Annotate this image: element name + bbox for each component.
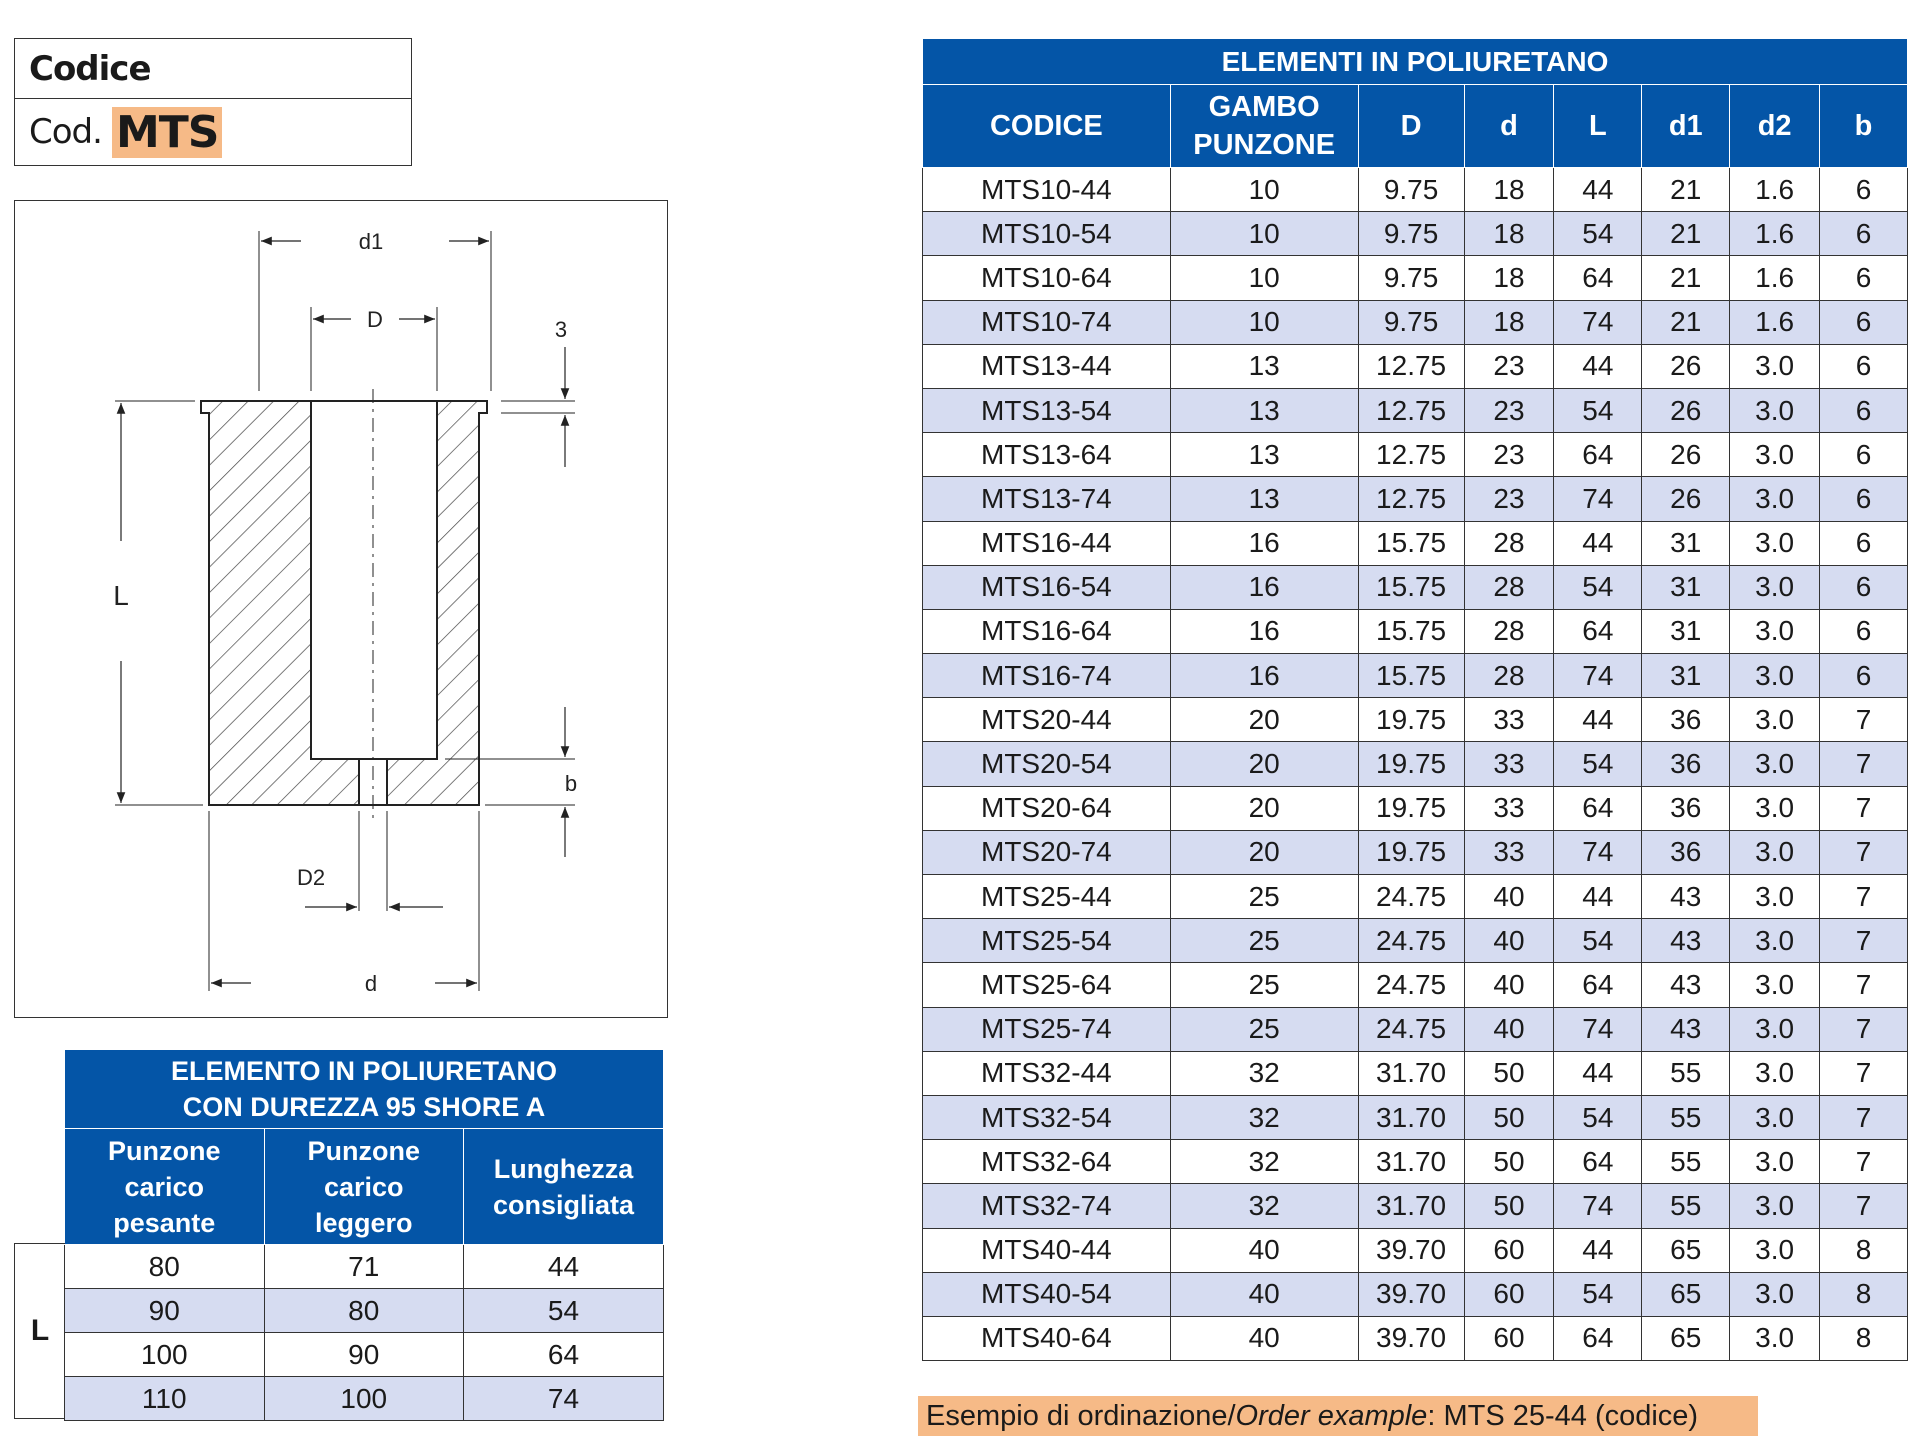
table-cell: 9.75 [1358, 256, 1464, 300]
table-cell: 9.75 [1358, 212, 1464, 256]
table-cell: 65 [1642, 1228, 1730, 1272]
table-cell: 64 [1554, 786, 1642, 830]
table-cell: 39.70 [1358, 1228, 1464, 1272]
table-cell: 40 [1464, 875, 1554, 919]
table-cell: 40 [1464, 919, 1554, 963]
table-cell: 64 [1554, 1140, 1642, 1184]
header-code: CODICE [923, 85, 1171, 168]
table-cell: 16 [1170, 609, 1358, 653]
table-cell: MTS13-54 [923, 388, 1171, 432]
table-cell: 28 [1464, 609, 1554, 653]
table-cell: 26 [1642, 477, 1730, 521]
table-row [923, 609, 1908, 653]
header-recommended-length: Lunghezza consigliata [464, 1129, 664, 1245]
table-cell: 18 [1464, 256, 1554, 300]
table-cell: 16 [1170, 521, 1358, 565]
table-cell: 21 [1642, 300, 1730, 344]
header-d2: d2 [1730, 85, 1820, 168]
table-cell: 7 [1820, 786, 1908, 830]
table-cell: 33 [1464, 830, 1554, 874]
table-cell: 6 [1820, 388, 1908, 432]
table-cell: 36 [1642, 786, 1730, 830]
table-cell: 25 [1170, 875, 1358, 919]
order-example: Esempio di ordinazione/Order example: MTS 25-44 (codice) [918, 1396, 1758, 1436]
table-cell: 36 [1642, 830, 1730, 874]
table-cell: 43 [1642, 919, 1730, 963]
table-cell: 55 [1642, 1051, 1730, 1095]
header-L: L [1554, 85, 1642, 168]
table-cell: MTS25-74 [923, 1007, 1171, 1051]
code-prefix: Cod. [29, 112, 102, 152]
header-b: b [1820, 85, 1908, 168]
table-row: 100 90 64 [65, 1333, 664, 1377]
table-row: 80 71 44 [65, 1245, 664, 1289]
table-cell: 9.75 [1358, 168, 1464, 212]
table-cell: 7 [1820, 875, 1908, 919]
table-cell: 6 [1820, 521, 1908, 565]
table-cell: 1.6 [1730, 168, 1820, 212]
table-cell: 32 [1170, 1095, 1358, 1139]
table-cell: 15.75 [1358, 609, 1464, 653]
table-cell: 25 [1170, 1007, 1358, 1051]
table-cell: 65 [1642, 1272, 1730, 1316]
table-cell: 23 [1464, 388, 1554, 432]
table-cell: 31.70 [1358, 1140, 1464, 1184]
main-table-body [923, 168, 1908, 1361]
header-light-punch: Punzone carico leggero [264, 1129, 464, 1245]
table-cell: 64 [1554, 609, 1642, 653]
table-cell: 44 [1554, 1051, 1642, 1095]
table-cell: 31.70 [1358, 1184, 1464, 1228]
table-cell: 13 [1170, 477, 1358, 521]
table-cell: 7 [1820, 1184, 1908, 1228]
code-box [14, 38, 412, 166]
table-cell: 31 [1642, 609, 1730, 653]
table-row: 110 100 74 [65, 1377, 664, 1421]
table-cell: 9.75 [1358, 300, 1464, 344]
table-cell: 54 [1554, 742, 1642, 786]
table-cell: 74 [1554, 1007, 1642, 1051]
table-row [923, 698, 1908, 742]
table-cell: 21 [1642, 168, 1730, 212]
table-cell: 3.0 [1730, 698, 1820, 742]
table-cell: 3.0 [1730, 1184, 1820, 1228]
table-cell: 10 [1170, 300, 1358, 344]
table-cell: 3.0 [1730, 963, 1820, 1007]
table-cell: 36 [1642, 742, 1730, 786]
table-cell: 25 [1170, 963, 1358, 1007]
table-cell: 10 [1170, 212, 1358, 256]
label-D2: D2 [296, 865, 326, 890]
table-row [923, 919, 1908, 963]
table-cell: 13 [1170, 388, 1358, 432]
table-cell: 43 [1642, 1007, 1730, 1051]
table-cell: MTS16-74 [923, 654, 1171, 698]
table-cell: 44 [1554, 698, 1642, 742]
hardness-table [64, 1049, 664, 1421]
table-cell: MTS10-64 [923, 256, 1171, 300]
table-cell: 31 [1642, 654, 1730, 698]
table-cell: MTS10-44 [923, 168, 1171, 212]
table-cell: 3.0 [1730, 565, 1820, 609]
header-heavy-punch: Punzone carico pesante [65, 1129, 265, 1245]
table-cell: 54 [1554, 1095, 1642, 1139]
table-cell: 15.75 [1358, 654, 1464, 698]
table-cell: 3.0 [1730, 1272, 1820, 1316]
table-cell: MTS40-64 [923, 1316, 1171, 1360]
table-cell: 18 [1464, 168, 1554, 212]
table-cell: 20 [1170, 830, 1358, 874]
table-cell: 33 [1464, 786, 1554, 830]
table-row [923, 212, 1908, 256]
table-cell: MTS32-44 [923, 1051, 1171, 1095]
table-cell: 6 [1820, 565, 1908, 609]
table-cell: MTS13-74 [923, 477, 1171, 521]
table-cell: 16 [1170, 654, 1358, 698]
table-row [923, 830, 1908, 874]
table-cell: MTS10-74 [923, 300, 1171, 344]
table-cell: 3.0 [1730, 830, 1820, 874]
table-cell: 7 [1820, 1140, 1908, 1184]
table-row [923, 875, 1908, 919]
label-L: L [113, 580, 129, 611]
code-value-row [15, 99, 411, 165]
table-cell: 7 [1820, 1051, 1908, 1095]
table-cell: 44 [1554, 521, 1642, 565]
table-cell: 16 [1170, 565, 1358, 609]
table-cell: 8 [1820, 1228, 1908, 1272]
header-punch-shank: GAMBO PUNZONE [1170, 85, 1358, 168]
table-cell: MTS40-44 [923, 1228, 1171, 1272]
table-cell: 20 [1170, 742, 1358, 786]
table-cell: 32 [1170, 1051, 1358, 1095]
table-cell: MTS20-64 [923, 786, 1171, 830]
table-cell: 24.75 [1358, 963, 1464, 1007]
table-cell: 28 [1464, 565, 1554, 609]
table-cell: MTS32-54 [923, 1095, 1171, 1139]
table-cell: 40 [1170, 1228, 1358, 1272]
table-row [923, 1184, 1908, 1228]
table-cell: 24.75 [1358, 919, 1464, 963]
table-cell: 74 [1554, 1184, 1642, 1228]
table-cell: MTS16-44 [923, 521, 1171, 565]
table-cell: 7 [1820, 742, 1908, 786]
table-cell: 25 [1170, 919, 1358, 963]
table-cell: 19.75 [1358, 742, 1464, 786]
header-d: d [1464, 85, 1554, 168]
table-cell: 28 [1464, 654, 1554, 698]
table-cell: 33 [1464, 742, 1554, 786]
table-cell: 3.0 [1730, 433, 1820, 477]
table-cell: 44 [1554, 1228, 1642, 1272]
table-cell: 54 [1554, 1272, 1642, 1316]
label-d: d [364, 971, 378, 996]
table-row [923, 1272, 1908, 1316]
table-cell: 6 [1820, 168, 1908, 212]
table-cell: 20 [1170, 698, 1358, 742]
table-cell: 18 [1464, 300, 1554, 344]
header-d1: d1 [1642, 85, 1730, 168]
table-row [923, 565, 1908, 609]
table-cell: 3.0 [1730, 875, 1820, 919]
table-cell: MTS32-64 [923, 1140, 1171, 1184]
table-cell: 6 [1820, 477, 1908, 521]
table-cell: MTS25-64 [923, 963, 1171, 1007]
table-cell: 54 [1554, 919, 1642, 963]
table-cell: 19.75 [1358, 698, 1464, 742]
table-row [923, 742, 1908, 786]
table-cell: 54 [1554, 212, 1642, 256]
table-cell: MTS25-44 [923, 875, 1171, 919]
table-cell: 3.0 [1730, 477, 1820, 521]
table-cell: 74 [1554, 654, 1642, 698]
header-D: D [1358, 85, 1464, 168]
table-cell: 3.0 [1730, 388, 1820, 432]
table-cell: 60 [1464, 1316, 1554, 1360]
table-row [923, 433, 1908, 477]
table-cell: MTS20-54 [923, 742, 1171, 786]
table-row [923, 1316, 1908, 1360]
label-3: 3 [554, 317, 568, 342]
table-cell: 3.0 [1730, 609, 1820, 653]
table-cell: 32 [1170, 1140, 1358, 1184]
table-cell: 13 [1170, 344, 1358, 388]
table-cell: 50 [1464, 1184, 1554, 1228]
polyurethane-elements-table [922, 38, 1908, 1361]
table-cell: 43 [1642, 875, 1730, 919]
table-cell: 18 [1464, 212, 1554, 256]
table-cell: 6 [1820, 433, 1908, 477]
table-cell: 24.75 [1358, 1007, 1464, 1051]
table-cell: 6 [1820, 609, 1908, 653]
table-cell: 7 [1820, 1007, 1908, 1051]
label-D: D [367, 307, 383, 332]
table-cell: 40 [1464, 963, 1554, 1007]
table-cell: MTS13-44 [923, 344, 1171, 388]
table-cell: 1.6 [1730, 256, 1820, 300]
table-cell: 44 [1554, 344, 1642, 388]
table-row [923, 654, 1908, 698]
table-cell: 60 [1464, 1228, 1554, 1272]
table-cell: 21 [1642, 256, 1730, 300]
table-cell: 28 [1464, 521, 1554, 565]
table-cell: 54 [1554, 565, 1642, 609]
table-cell: 7 [1820, 698, 1908, 742]
dim-flange [501, 317, 575, 467]
table-cell: MTS16-64 [923, 609, 1171, 653]
table-cell: 40 [1170, 1316, 1358, 1360]
table-cell: 21 [1642, 212, 1730, 256]
table-cell: 74 [1554, 300, 1642, 344]
table-cell: 3.0 [1730, 521, 1820, 565]
table-cell: 19.75 [1358, 830, 1464, 874]
table-cell: 6 [1820, 256, 1908, 300]
table-cell: MTS13-64 [923, 433, 1171, 477]
table-cell: 6 [1820, 300, 1908, 344]
table-cell: 65 [1642, 1316, 1730, 1360]
table-row [923, 477, 1908, 521]
table-row [923, 521, 1908, 565]
table-cell: 31 [1642, 521, 1730, 565]
table-cell: 1.6 [1730, 212, 1820, 256]
table-cell: MTS20-74 [923, 830, 1171, 874]
table-row [923, 388, 1908, 432]
table-cell: 12.75 [1358, 477, 1464, 521]
table-cell: 24.75 [1358, 875, 1464, 919]
table-cell: 64 [1554, 1316, 1642, 1360]
table-cell: 3.0 [1730, 344, 1820, 388]
table-cell: 15.75 [1358, 521, 1464, 565]
table-cell: 31 [1642, 565, 1730, 609]
table-cell: 6 [1820, 344, 1908, 388]
main-table-title: ELEMENTI IN POLIURETANO [923, 39, 1908, 85]
table-cell: 6 [1820, 212, 1908, 256]
table-cell: 26 [1642, 433, 1730, 477]
table-cell: 23 [1464, 344, 1554, 388]
table-cell: 15.75 [1358, 565, 1464, 609]
dim-D2 [297, 811, 443, 911]
table-cell: 39.70 [1358, 1272, 1464, 1316]
table-cell: 7 [1820, 1095, 1908, 1139]
table-cell: 26 [1642, 344, 1730, 388]
table-row [923, 1228, 1908, 1272]
table-cell: 3.0 [1730, 742, 1820, 786]
table-cell: 10 [1170, 256, 1358, 300]
table-cell: 64 [1554, 433, 1642, 477]
table-row [923, 168, 1908, 212]
dim-D [311, 307, 437, 391]
table-cell: 36 [1642, 698, 1730, 742]
label-d1: d1 [358, 229, 384, 254]
table-cell: 6 [1820, 654, 1908, 698]
bushing-section [201, 389, 487, 821]
length-side-label: L [14, 1243, 65, 1419]
table-cell: 20 [1170, 786, 1358, 830]
table-cell: 26 [1642, 388, 1730, 432]
table-cell: 50 [1464, 1095, 1554, 1139]
table-cell: 40 [1464, 1007, 1554, 1051]
table-cell: 10 [1170, 168, 1358, 212]
table-row [923, 786, 1908, 830]
table-cell: 7 [1820, 830, 1908, 874]
table-cell: 12.75 [1358, 344, 1464, 388]
table-cell: 23 [1464, 477, 1554, 521]
table-cell: MTS20-44 [923, 698, 1171, 742]
table-cell: MTS25-54 [923, 919, 1171, 963]
table-cell: 60 [1464, 1272, 1554, 1316]
table-cell: MTS10-54 [923, 212, 1171, 256]
table-cell: 74 [1554, 830, 1642, 874]
table-cell: 8 [1820, 1272, 1908, 1316]
table-cell: 44 [1554, 168, 1642, 212]
table-cell: 64 [1554, 256, 1642, 300]
table-cell: 3.0 [1730, 919, 1820, 963]
table-row [923, 963, 1908, 1007]
table-row [923, 300, 1908, 344]
table-cell: 13 [1170, 433, 1358, 477]
dim-L [113, 401, 203, 805]
table-row [923, 256, 1908, 300]
table-row [923, 1051, 1908, 1095]
table-cell: 50 [1464, 1140, 1554, 1184]
code-value: MTS [112, 107, 223, 158]
table-cell: 54 [1554, 388, 1642, 432]
hardness-table-title: ELEMENTO IN POLIURETANO CON DUREZZA 95 SHORE A [65, 1050, 664, 1129]
table-row [923, 1140, 1908, 1184]
table-cell: 64 [1554, 963, 1642, 1007]
table-cell: 7 [1820, 963, 1908, 1007]
table-cell: MTS32-74 [923, 1184, 1171, 1228]
table-cell: 55 [1642, 1095, 1730, 1139]
table-cell: 3.0 [1730, 786, 1820, 830]
table-row: 90 80 54 [65, 1289, 664, 1333]
table-cell: 33 [1464, 698, 1554, 742]
table-row [923, 1095, 1908, 1139]
table-cell: 32 [1170, 1184, 1358, 1228]
table-cell: 12.75 [1358, 433, 1464, 477]
label-b: b [564, 771, 578, 796]
code-label: Codice [15, 39, 411, 99]
table-cell: 1.6 [1730, 300, 1820, 344]
table-cell: 3.0 [1730, 1228, 1820, 1272]
table-cell: 39.70 [1358, 1316, 1464, 1360]
table-row [923, 344, 1908, 388]
table-cell: 44 [1554, 875, 1642, 919]
dim-d [209, 811, 479, 996]
table-cell: 3.0 [1730, 1051, 1820, 1095]
drawing-svg [15, 201, 669, 1019]
table-row [923, 1007, 1908, 1051]
table-cell: 50 [1464, 1051, 1554, 1095]
table-cell: MTS40-54 [923, 1272, 1171, 1316]
table-cell: 19.75 [1358, 786, 1464, 830]
table-cell: 23 [1464, 433, 1554, 477]
table-cell: 3.0 [1730, 1316, 1820, 1360]
table-cell: 40 [1170, 1272, 1358, 1316]
table-cell: 31.70 [1358, 1051, 1464, 1095]
table-cell: 55 [1642, 1184, 1730, 1228]
technical-drawing [14, 200, 668, 1018]
table-cell: MTS16-54 [923, 565, 1171, 609]
table-cell: 3.0 [1730, 1007, 1820, 1051]
table-cell: 3.0 [1730, 654, 1820, 698]
table-cell: 55 [1642, 1140, 1730, 1184]
table-cell: 31.70 [1358, 1095, 1464, 1139]
table-cell: 3.0 [1730, 1140, 1820, 1184]
table-cell: 74 [1554, 477, 1642, 521]
table-cell: 43 [1642, 963, 1730, 1007]
table-cell: 7 [1820, 919, 1908, 963]
table-cell: 3.0 [1730, 1095, 1820, 1139]
table-cell: 12.75 [1358, 388, 1464, 432]
table-cell: 8 [1820, 1316, 1908, 1360]
